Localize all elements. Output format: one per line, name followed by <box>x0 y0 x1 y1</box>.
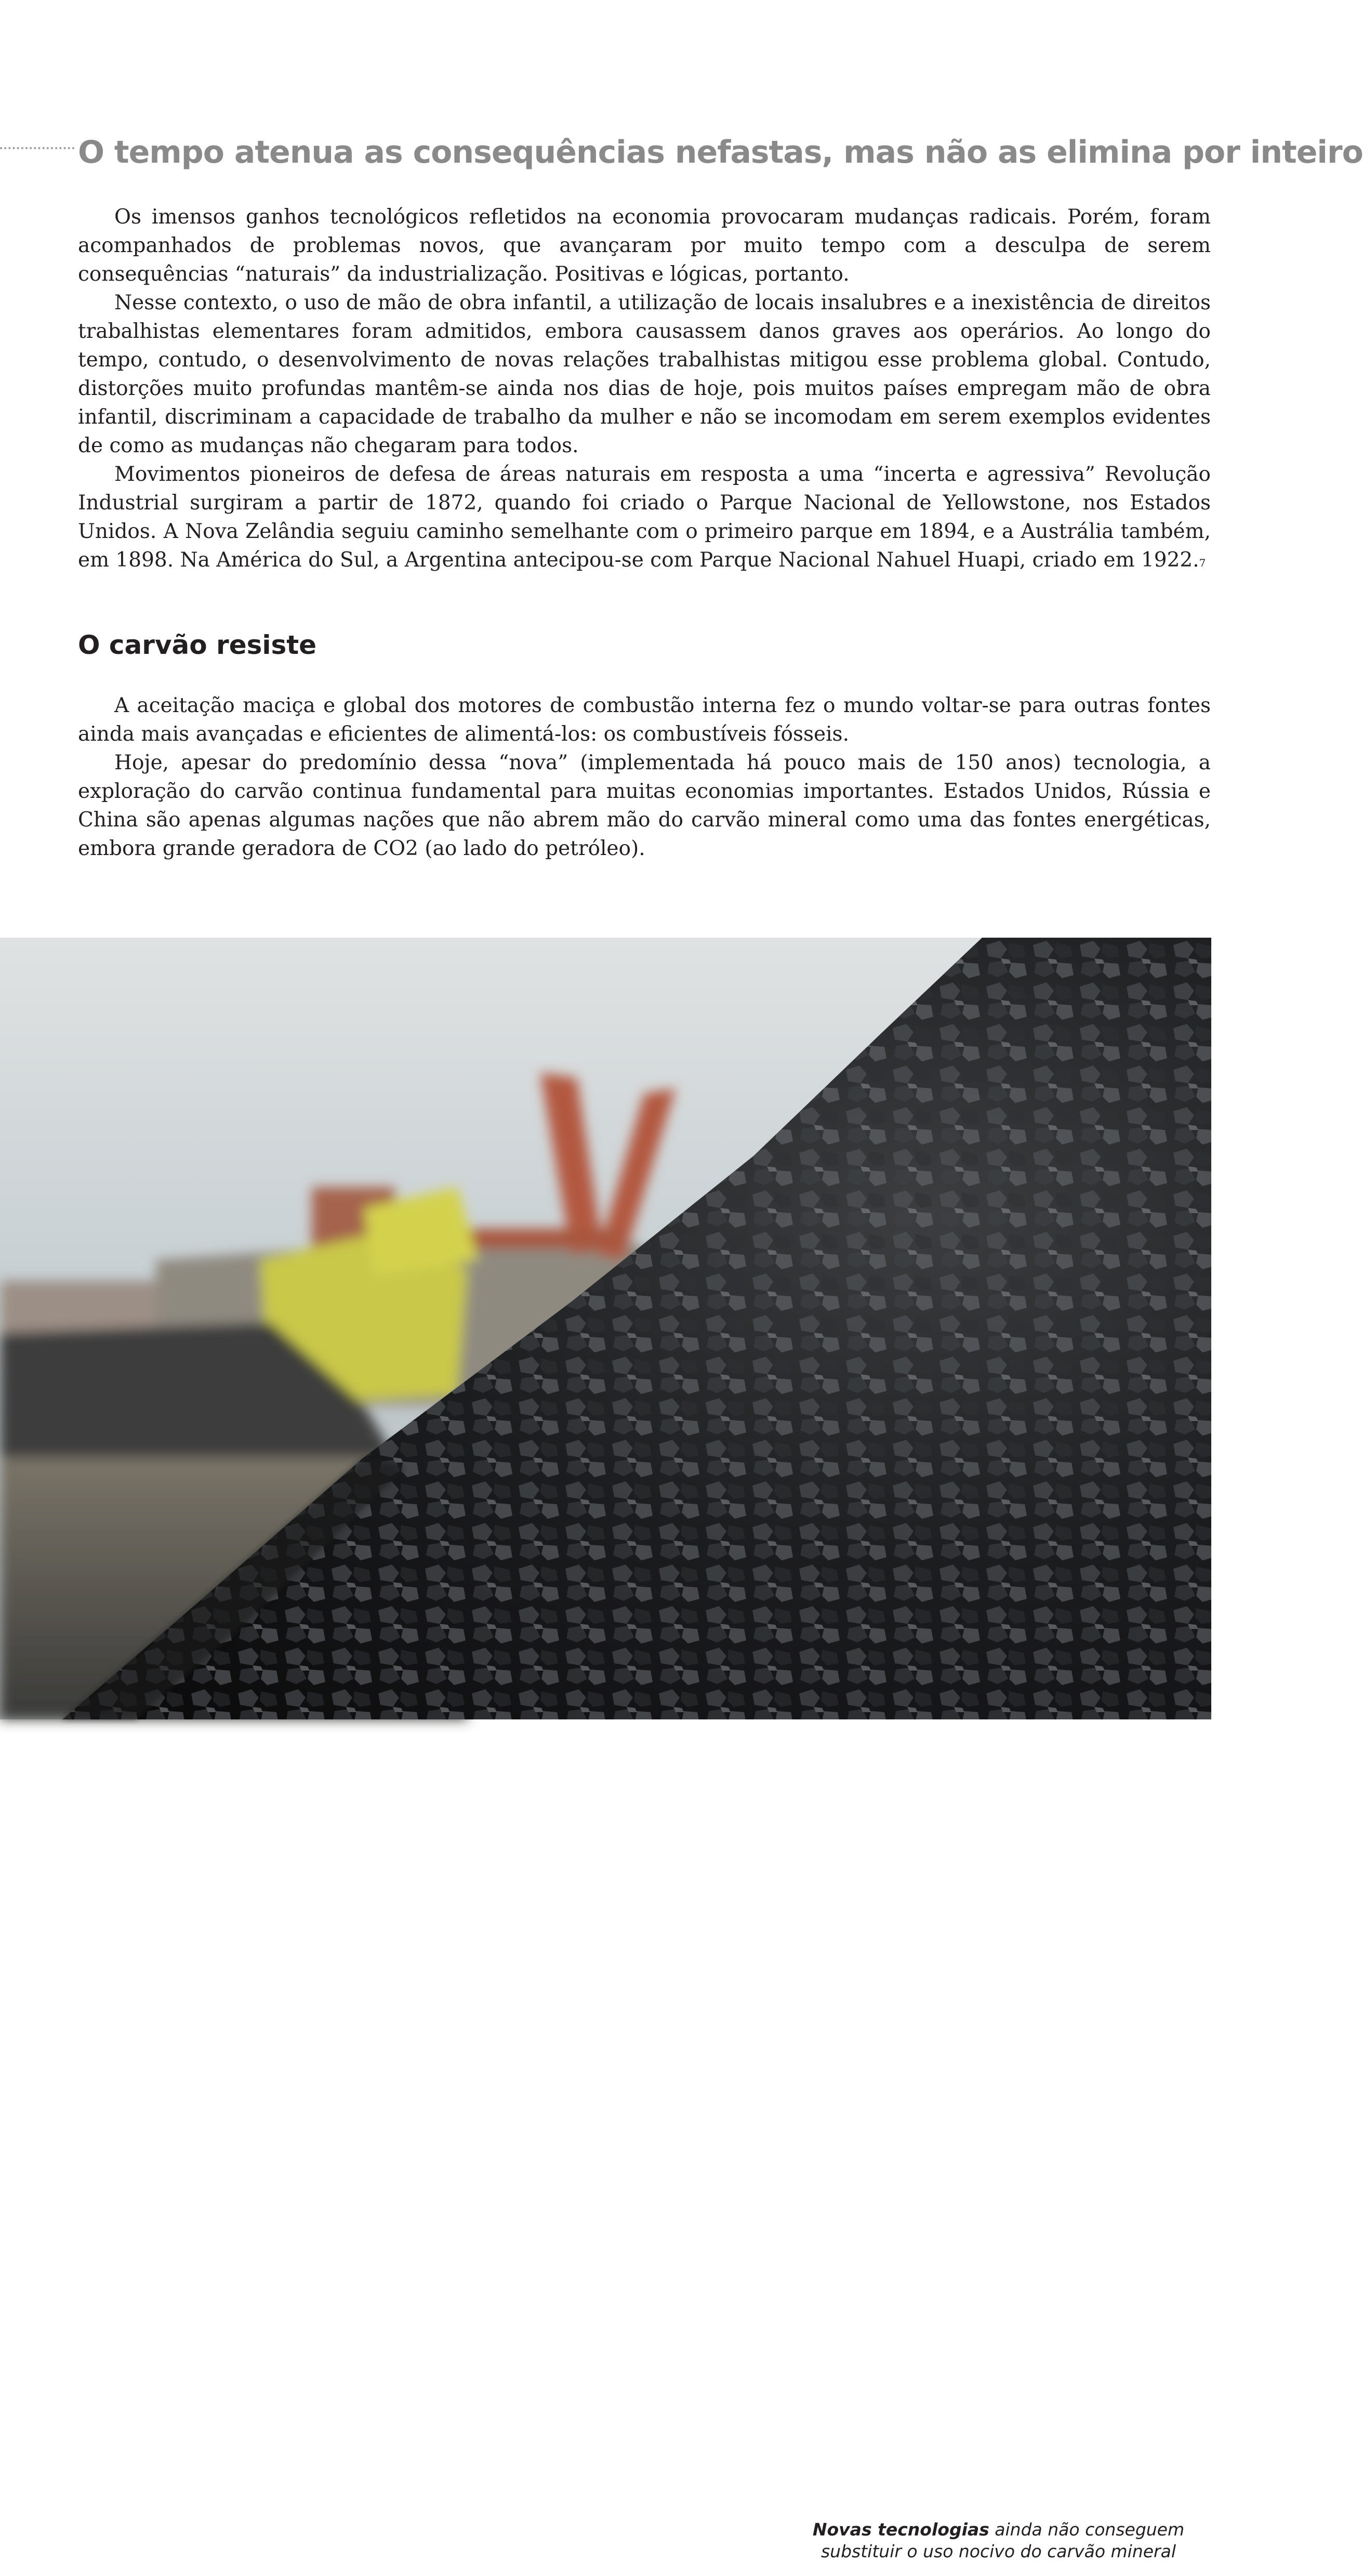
paragraph-text: Movimentos pioneiros de defesa de áreas naturais em resposta a uma “incerta e agressiva” Revolução Industrial surgiram a partir de 1872, quando foi criado o Parque Nacional de Yellowstone, nos Estados Unidos. A Nova Zelândia seguiu caminho semelhante com o primeiro parque em 1894, e a Austrália também, em 1898. Na América do Sul, a Argentina antecipou-se com Parque Nacional Nahuel Huapi, criado em 1922. <box>78 463 1211 572</box>
caption-text: ainda não conseguem substituir o uso nocivo do carvão mineral <box>821 2519 1185 2561</box>
footnote-marker: 7 <box>1199 557 1206 569</box>
paragraph: Os imensos ganhos tecnológicos refletidos na economia provocaram mudanças radicais. Porém, foram acompanhados de problemas novos, que avançaram por muito tempo com a desculpa de serem consequências “naturais” da industrialização. Positivas e lógicas, portanto. <box>78 205 1211 286</box>
paragraph: Nesse contexto, o uso de mão de obra infantil, a utilização de locais insalubres e a inexistência de direitos trabalhistas elementares foram admitidos, embora causassem danos graves aos operários. Ao longo do tempo, contudo, o desenvolvimento de novas relações trabalhistas mitigou esse problema global. Contudo, distorções muito profundas mantêm-se ainda nos dias de hoje, pois muitos países empregam mão de obra infantil, discriminam a capacidade de trabalho da mulher e não se incomodam em serem exemplos evidentes de como as mudanças não chegaram para todos. <box>78 291 1211 457</box>
paragraph <box>78 460 1211 577</box>
coal-pile-photo <box>0 938 1211 2561</box>
section-body-carvao <box>78 691 1211 863</box>
caption-bold: Novas tecnologias <box>812 2519 989 2540</box>
section-body-tempo <box>78 203 1211 577</box>
section-title-carvao: O carvão resiste <box>78 630 317 660</box>
section-title-tempo: O tempo atenua as consequências nefastas, mas não as elimina por inteiro <box>78 134 1363 170</box>
paragraph: A aceitação maciça e global dos motores de combustão interna fez o mundo voltar-se para outras fontes ainda mais avançadas e eficientes de alimentá-los: os combustíveis fósseis. <box>78 694 1211 746</box>
paragraph: Hoje, apesar do predomínio dessa “nova” (implementada há pouco mais de 150 anos) tecnologia, a exploração do carvão continua fundamental para muitas economias importantes. Estados Unidos, Rússia e China são apenas algumas nações que não abrem mão do carvão mineral como uma das fontes energéticas, embora grande geradora de CO2 (ao lado do petróleo). <box>78 751 1211 860</box>
photo-caption <box>786 2508 1211 2576</box>
dotted-rule <box>0 147 74 149</box>
